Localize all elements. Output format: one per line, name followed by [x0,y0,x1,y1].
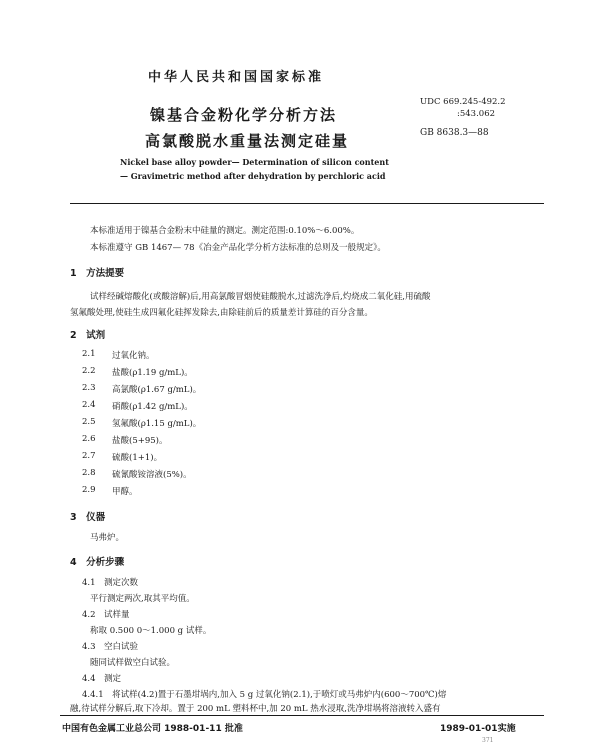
section-3-heading: 3 仪器 [70,512,106,523]
gb-number: GB 8638.3—88 [420,128,489,138]
intro-line-2: 本标准遵守 GB 1467— 78《冶金产品化学分析方法标准的总则及一般规定》。 [90,243,386,253]
reagent-number: 2.3 [82,383,96,393]
section-1-heading: 1 方法提要 [70,268,125,279]
udc-line-2: :543.062 [457,109,496,119]
title-line-1: 镍基合金粉化学分析方法 [150,106,338,124]
reagent-number: 2.8 [82,468,96,478]
subsection-4-2-text: 称取 0.500 0～1.000 g 试样。 [90,626,212,636]
approval-line: 中国有色金属工业总公司 1988-01-11 批准 [62,724,243,734]
english-title-line-1: Nickel base alloy powder— Determination of silicon content [120,157,389,167]
subsection-4-4-title: 4.4 测定 [82,674,122,684]
subsection-4-4-1-line-2: 融,待试样分解后,取下冷却。置于 200 mL 塑料杯中,加 20 mL 热水浸取,洗净坩埚将溶液转入盛有 [70,704,441,714]
reagent-text: 氢氟酸(ρ1.15 g/mL)。 [112,419,202,429]
reagent-text: 硫氰酸铵溶液(5%)。 [112,470,192,480]
section-2-heading: 2 试剂 [70,330,106,341]
reagent-text: 高氯酸(ρ1.67 g/mL)。 [112,385,202,395]
reagent-number: 2.1 [82,349,96,359]
reagent-text: 硫酸(1+1)。 [112,453,163,463]
reagent-text: 盐酸(ρ1.19 g/mL)。 [112,368,193,378]
top-divider [70,203,544,204]
reagent-text: 甲醇。 [112,487,138,497]
page-number: 371 [482,737,494,744]
section-1-line-2: 氢氟酸处理,使硅生成四氟化硅挥发除去,由除硅前后的质量差计算硅的百分含量。 [70,308,373,318]
reagent-text: 过氧化钠。 [112,351,155,361]
reagent-number: 2.9 [82,485,96,495]
reagent-number: 2.7 [82,451,96,461]
standard-name: 中华人民共和国国家标准 [148,70,325,85]
udc-line-1: UDC 669.245-492.2 [420,97,506,107]
section-4-heading: 4 分析步骤 [70,557,125,568]
udc-code [420,96,506,120]
english-title-line-2: — Gravimetric method after dehydration by perchloric acid [120,171,386,181]
reagent-number: 2.2 [82,366,96,376]
subsection-4-1-text: 平行测定两次,取其平均值。 [90,594,195,604]
subsection-4-3-title: 4.3 空白试验 [82,642,139,652]
reagent-number: 2.6 [82,434,96,444]
intro-line-1: 本标准适用于镍基合金粉末中硅量的测定。测定范围:0.10%～6.00%。 [90,226,360,236]
subsection-4-4-1-line-1: 4.4.1 将试样(4.2)置于石墨坩埚内,加入 5 g 过氧化钠(2.1),于喷灯或马弗炉内(600～700℃)熔 [82,690,447,700]
section-3-text: 马弗炉。 [90,533,125,543]
subsection-4-3-text: 随同试样做空白试验。 [90,658,176,668]
bottom-divider [60,715,544,716]
implementation-date: 1989-01-01实施 [440,724,516,734]
reagent-number: 2.4 [82,400,96,410]
reagent-text: 盐酸(5+95)。 [112,436,168,446]
subsection-4-2-title: 4.2 试样量 [82,610,130,620]
reagent-text: 硝酸(ρ1.42 g/mL)。 [112,402,193,412]
subsection-4-1-title: 4.1 测定次数 [82,578,139,588]
section-1-line-1: 试样经碱熔酸化(或酸溶解)后,用高氯酸冒烟使硅酸脱水,过滤洗净后,灼烧成二氧化硅,用硫酸 [90,292,431,302]
reagent-number: 2.5 [82,417,96,427]
title-line-2: 高氯酸脱水重量法测定硅量 [145,132,350,150]
